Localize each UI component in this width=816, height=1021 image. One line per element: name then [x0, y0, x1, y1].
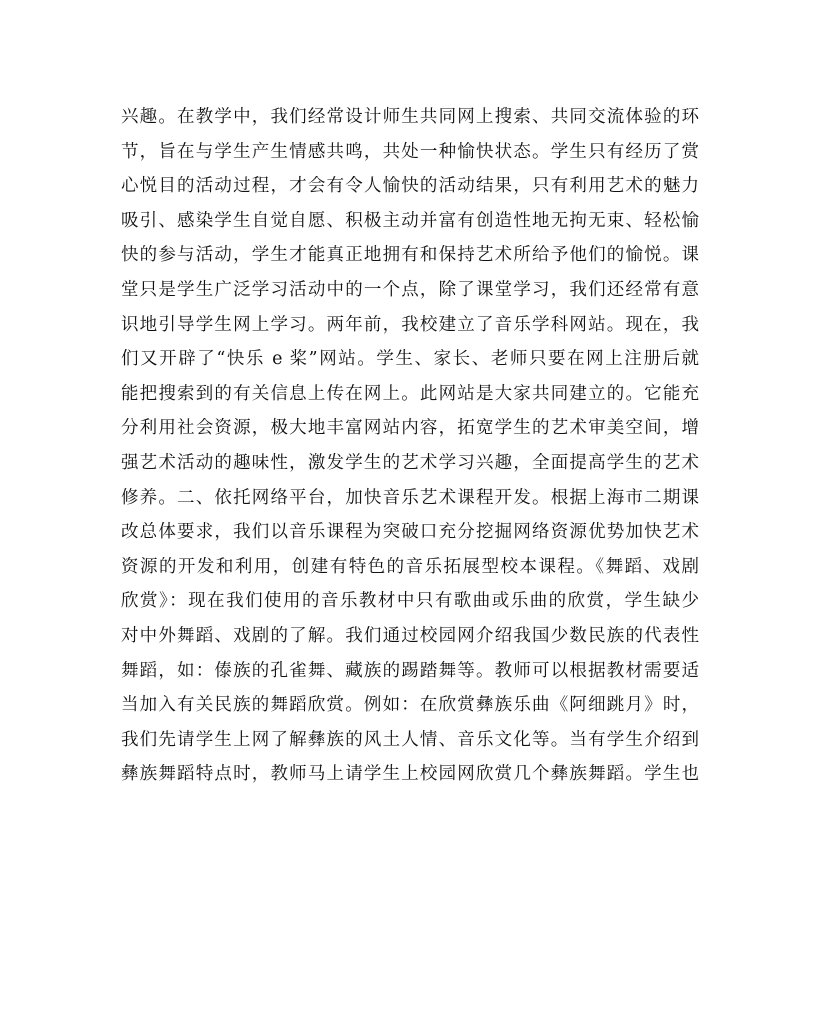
- text-line: 资源的开发和利用，创建有特色的音乐拓展型校本课程。《舞蹈、戏剧: [121, 556, 699, 577]
- text-line: 吸引、感染学生自觉自愿、积极主动并富有创造性地无拘无束、轻松愉: [121, 210, 699, 231]
- text-line: 能把搜索到的有关信息上传在网上。此网站是大家共同建立的。它能充: [121, 383, 699, 404]
- text-line: 们又开辟了“快乐 e 桨”网站。学生、家长、老师只要在网上注册后就: [121, 349, 699, 370]
- text-line: 彝族舞蹈特点时，教师马上请学生上校园网欣赏几个彝族舞蹈。学生也: [121, 764, 699, 785]
- text-line: 心悦目的活动过程，才会有令人愉快的活动结果，只有利用艺术的魅力: [121, 176, 699, 197]
- text-line: 分利用社会资源，极大地丰富网站内容，拓宽学生的艺术审美空间，增: [121, 418, 699, 439]
- text-line: 修养。二、依托网络平台，加快音乐艺术课程开发。根据上海市二期课: [121, 487, 699, 508]
- text-line: 强艺术活动的趣味性，激发学生的艺术学习兴趣，全面提高学生的艺术: [121, 452, 699, 473]
- text-line: 舞蹈，如：傣族的孔雀舞、藏族的踢踏舞等。教师可以根据教材需要适: [121, 660, 699, 681]
- text-line: 我们先请学生上网了解彝族的风土人情、音乐文化等。当有学生介绍到: [121, 729, 699, 750]
- text-line: 快的参与活动，学生才能真正地拥有和保持艺术所给予他们的愉悦。课: [121, 245, 699, 266]
- text-line: 兴趣。在教学中，我们经常设计师生共同网上搜索、共同交流体验的环: [121, 107, 699, 127]
- text-line: 欣赏》：现在我们使用的音乐教材中只有歌曲或乐曲的欣赏，学生缺少: [121, 591, 699, 612]
- text-line: 识地引导学生网上学习。两年前，我校建立了音乐学科网站。现在，我: [121, 314, 699, 335]
- text-line: 堂只是学生广泛学习活动中的一个点，除了课堂学习，我们还经常有意: [121, 279, 699, 300]
- text-line: 对中外舞蹈、戏剧的了解。我们通过校园网介绍我国少数民族的代表性: [121, 625, 699, 646]
- text-line: 节，旨在与学生产生情感共鸣，共处一种愉快状态。学生只有经历了赏: [121, 141, 699, 162]
- text-line: 当加入有关民族的舞蹈欣赏。例如：在欣赏彝族乐曲《阿细跳月》时，: [121, 695, 699, 716]
- text-line: 改总体要求，我们以音乐课程为突破口充分挖掘网络资源优势加快艺术: [121, 522, 699, 543]
- body-text: [121, 100, 699, 792]
